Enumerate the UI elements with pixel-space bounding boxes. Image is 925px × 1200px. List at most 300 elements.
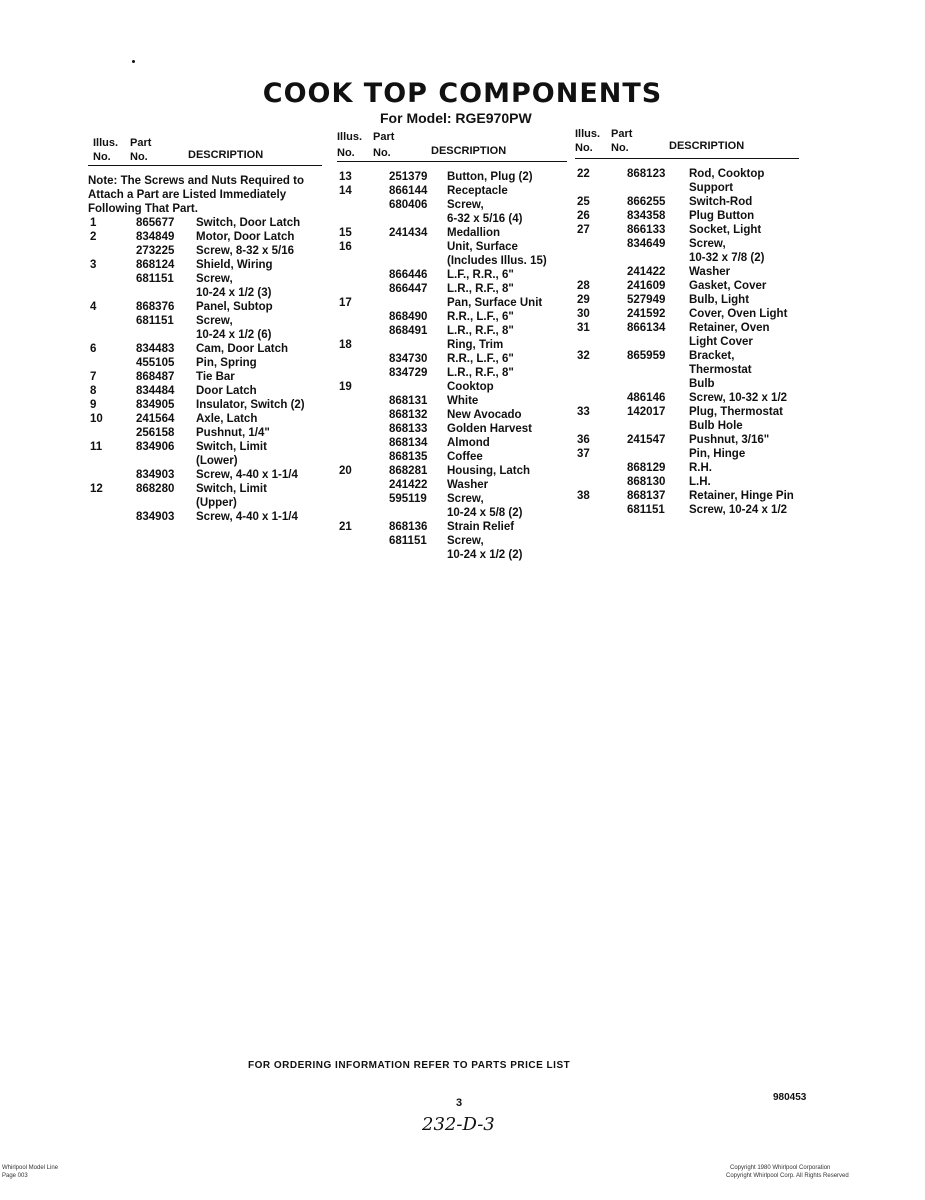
illus-number: 30 <box>577 308 590 320</box>
part-row <box>88 384 322 398</box>
part-row <box>575 307 799 321</box>
description-line: Screw, <box>196 273 233 285</box>
part-row <box>337 394 567 408</box>
description-line: 10-24 x 1/2 (6) <box>196 329 272 341</box>
part-row <box>575 167 799 195</box>
description-line: Receptacle <box>447 185 508 197</box>
part-number: 486146 <box>627 392 666 404</box>
part-number: 273225 <box>136 245 175 257</box>
description-line: Bulb <box>689 378 715 390</box>
part-number: 868123 <box>627 168 666 180</box>
part-description <box>447 422 567 436</box>
description-line: Screw, <box>447 493 484 505</box>
part-description <box>689 223 799 237</box>
part-row <box>575 349 799 391</box>
description-line: Pin, Spring <box>196 357 257 369</box>
header-part: Part <box>373 131 395 143</box>
part-number: 866446 <box>389 269 428 281</box>
part-description <box>447 380 567 394</box>
part-description <box>447 310 567 324</box>
description-line: Axle, Latch <box>196 413 258 425</box>
part-number: 681151 <box>136 273 174 285</box>
part-row <box>575 433 799 447</box>
part-number: 680406 <box>389 199 428 211</box>
header-description: DESCRIPTION <box>188 149 264 161</box>
document-number: 980453 <box>773 1092 807 1103</box>
description-line: 10-24 x 1/2 (2) <box>447 549 523 561</box>
illus-number: 37 <box>577 448 590 460</box>
part-row <box>575 321 799 349</box>
illus-number: 15 <box>339 227 352 239</box>
part-number: 868131 <box>389 395 428 407</box>
part-number: 834729 <box>389 367 428 379</box>
description-line: L.R., R.F., 8" <box>447 283 514 295</box>
description-line: 10-24 x 5/8 (2) <box>447 507 523 519</box>
part-number: 868129 <box>627 462 666 474</box>
part-description <box>447 170 567 184</box>
part-number: 866144 <box>389 185 428 197</box>
part-description <box>196 272 322 300</box>
description-line: Button, Plug (2) <box>447 171 533 183</box>
description-line: Thermostat <box>689 364 752 376</box>
description-line: Motor, Door Latch <box>196 231 295 243</box>
part-row <box>337 352 567 366</box>
part-description <box>196 314 322 342</box>
part-description <box>196 468 322 482</box>
part-description <box>447 394 567 408</box>
part-number: 834903 <box>136 511 175 523</box>
part-row <box>575 391 799 405</box>
part-row <box>337 436 567 450</box>
illus-number: 17 <box>339 297 352 309</box>
column-header <box>575 128 799 159</box>
part-number: 868130 <box>627 476 666 488</box>
description-line: Retainer, Oven <box>689 322 770 334</box>
part-description <box>689 461 799 475</box>
part-number: 142017 <box>627 406 666 418</box>
description-line: Light Cover <box>689 336 753 348</box>
part-row <box>575 223 799 237</box>
description-line: White <box>447 395 479 407</box>
part-row <box>88 426 322 440</box>
part-row <box>337 492 567 520</box>
description-line: New Avocado <box>447 409 522 421</box>
header-illus: Illus. <box>93 137 119 149</box>
part-number: 866447 <box>389 283 428 295</box>
part-number: 865677 <box>136 217 175 229</box>
part-description <box>447 268 567 282</box>
illus-number: 32 <box>577 350 590 362</box>
description-line: Almond <box>447 437 490 449</box>
part-row <box>337 366 567 380</box>
description-line: Switch, Limit <box>196 441 267 453</box>
parts-list <box>88 216 322 524</box>
header-description: DESCRIPTION <box>431 145 507 157</box>
illus-number: 18 <box>339 339 352 351</box>
part-number: 527949 <box>627 294 666 306</box>
part-row <box>337 240 567 268</box>
part-description <box>447 464 567 478</box>
part-row <box>337 534 567 562</box>
part-number: 455105 <box>136 357 175 369</box>
part-number: 595119 <box>389 493 427 505</box>
part-description <box>447 282 567 296</box>
part-number: 868281 <box>389 465 428 477</box>
description-line: Bulb Hole <box>689 420 743 432</box>
part-number: 256158 <box>136 427 175 439</box>
part-number: 834358 <box>627 210 666 222</box>
illus-number: 12 <box>90 483 103 495</box>
part-description <box>447 492 567 520</box>
part-description <box>196 342 322 356</box>
header-part-no: No. <box>611 142 629 154</box>
part-row <box>88 482 322 510</box>
description-line: Gasket, Cover <box>689 280 767 292</box>
description-line: Screw, 8-32 x 5/16 <box>196 245 295 257</box>
footer-small-left-1: Whirlpool Model Line <box>2 1165 59 1171</box>
description-line: Bulb, Light <box>689 294 750 306</box>
column-header <box>88 135 322 166</box>
part-row <box>88 440 322 468</box>
part-number: 834483 <box>136 343 175 355</box>
description-line: Switch, Limit <box>196 483 267 495</box>
part-description <box>689 489 799 503</box>
part-description <box>447 198 567 226</box>
part-description <box>196 398 322 412</box>
description-line: Tie Bar <box>196 371 235 383</box>
column-header <box>337 131 567 162</box>
description-line: Washer <box>689 266 731 278</box>
part-description <box>689 209 799 223</box>
part-description <box>196 482 322 510</box>
description-line: Door Latch <box>196 385 257 397</box>
part-row <box>575 209 799 223</box>
note-line: Note: The Screws and Nuts Required to <box>88 175 304 187</box>
part-number: 866133 <box>627 224 666 236</box>
part-row <box>88 370 322 384</box>
part-row <box>575 475 799 489</box>
part-row <box>337 268 567 282</box>
part-number: 868490 <box>389 311 428 323</box>
part-number: 868137 <box>627 490 666 502</box>
part-row <box>575 503 799 517</box>
illus-number: 6 <box>90 343 97 355</box>
description-line: Screw, 10-32 x 1/2 <box>689 392 788 404</box>
part-row <box>88 510 322 524</box>
illus-number: 38 <box>577 490 590 502</box>
part-row <box>575 279 799 293</box>
description-line: R.R., L.F., 6" <box>447 353 514 365</box>
part-number: 868487 <box>136 371 175 383</box>
part-number: 866134 <box>627 322 666 334</box>
part-number: 241434 <box>389 227 428 239</box>
illus-number: 22 <box>577 168 590 180</box>
part-description <box>447 520 567 534</box>
part-row <box>88 216 322 230</box>
description-line: Plug Button <box>689 210 755 222</box>
description-line: Screw, 4-40 x 1-1/4 <box>196 511 298 523</box>
parts-column-2 <box>337 131 567 562</box>
description-line: Cover, Oven Light <box>689 308 788 320</box>
description-line: Coffee <box>447 451 483 463</box>
part-number: 834649 <box>627 238 666 250</box>
illus-number: 27 <box>577 224 590 236</box>
part-description <box>689 279 799 293</box>
part-description <box>196 384 322 398</box>
description-line: L.F., R.R., 6" <box>447 269 514 281</box>
part-number: 834903 <box>136 469 175 481</box>
description-line: Screw, <box>447 535 484 547</box>
illus-number: 36 <box>577 434 590 446</box>
illus-number: 11 <box>90 441 103 453</box>
description-line: L.R., R.F., 8" <box>447 367 514 379</box>
description-line: Screw, <box>689 238 726 250</box>
part-row <box>337 310 567 324</box>
header-part: Part <box>130 137 152 149</box>
description-line: Housing, Latch <box>447 465 531 477</box>
part-number: 251379 <box>389 171 428 183</box>
part-number: 834730 <box>389 353 428 365</box>
part-description <box>689 321 799 349</box>
part-number: 868124 <box>136 259 175 271</box>
description-line: Medallion <box>447 227 501 239</box>
illus-number: 10 <box>90 413 103 425</box>
part-description <box>689 167 799 195</box>
header-illus-no: No. <box>575 142 593 154</box>
note-line: Attach a Part are Listed Immediately <box>88 189 287 201</box>
footer-small-right-2: Copyright Whirlpool Corp. All Rights Reserved <box>726 1173 849 1179</box>
part-description <box>447 324 567 338</box>
description-line: Unit, Surface <box>447 241 518 253</box>
part-number: 681151 <box>389 535 427 547</box>
handwritten-note: 232-D-3 <box>422 1114 495 1135</box>
illus-number: 4 <box>90 301 97 313</box>
description-line: Support <box>689 182 734 194</box>
description-line: L.H. <box>689 476 711 488</box>
description-line: Golden Harvest <box>447 423 532 435</box>
description-line: Retainer, Hinge Pin <box>689 490 794 502</box>
description-line: Plug, Thermostat <box>689 406 783 418</box>
part-row <box>88 300 322 314</box>
part-row <box>337 520 567 534</box>
part-row <box>575 237 799 265</box>
illus-number: 9 <box>90 399 97 411</box>
header-illus-no: No. <box>337 147 355 159</box>
part-row <box>337 478 567 492</box>
part-number: 868135 <box>389 451 428 463</box>
description-line: Screw, <box>447 199 484 211</box>
part-description <box>689 475 799 489</box>
part-description <box>447 408 567 422</box>
header-illus-no: No. <box>93 151 111 163</box>
part-row <box>337 408 567 422</box>
part-description <box>196 356 322 370</box>
part-description <box>689 391 799 405</box>
part-row <box>88 342 322 356</box>
part-description <box>447 338 567 352</box>
illus-number: 19 <box>339 381 352 393</box>
part-row <box>337 324 567 338</box>
illus-number: 14 <box>339 185 352 197</box>
part-description <box>196 216 322 230</box>
part-row <box>88 258 322 272</box>
header-part: Part <box>611 128 633 140</box>
part-row <box>575 195 799 209</box>
part-number: 241547 <box>627 434 666 446</box>
part-description <box>196 426 322 440</box>
part-row <box>337 170 567 184</box>
description-line: Shield, Wiring <box>196 259 273 271</box>
part-row <box>337 464 567 478</box>
parts-column-1 <box>88 135 322 524</box>
description-line: Panel, Subtop <box>196 301 273 313</box>
page-number: 3 <box>456 1097 463 1109</box>
description-line: Rod, Cooktop <box>689 168 765 180</box>
description-line: Pan, Surface Unit <box>447 297 543 309</box>
header-illus: Illus. <box>575 128 601 140</box>
part-row <box>88 244 322 258</box>
part-row <box>337 450 567 464</box>
part-description <box>447 352 567 366</box>
illus-number: 1 <box>90 217 97 229</box>
part-row <box>575 489 799 503</box>
part-description <box>447 450 567 464</box>
header-part-no: No. <box>373 147 391 159</box>
part-description <box>196 510 322 524</box>
part-row <box>575 265 799 279</box>
description-line: Cooktop <box>447 381 494 393</box>
part-description <box>689 237 799 265</box>
illus-number: 8 <box>90 385 97 397</box>
description-line: Socket, Light <box>689 224 762 236</box>
description-line: Pushnut, 1/4" <box>196 427 270 439</box>
part-row <box>575 447 799 461</box>
part-description <box>196 230 322 244</box>
description-line: Ring, Trim <box>447 339 504 351</box>
part-row <box>337 338 567 352</box>
illus-number: 29 <box>577 294 590 306</box>
part-description <box>689 433 799 447</box>
description-line: Bracket, <box>689 350 735 362</box>
part-description <box>689 307 799 321</box>
part-row <box>575 405 799 433</box>
description-line: 10-24 x 1/2 (3) <box>196 287 272 299</box>
illus-number: 25 <box>577 196 590 208</box>
part-number: 834849 <box>136 231 175 243</box>
part-description <box>447 226 567 240</box>
illus-number: 33 <box>577 406 590 418</box>
part-row <box>575 461 799 475</box>
part-description <box>196 258 322 272</box>
illus-number: 21 <box>339 521 352 533</box>
part-description <box>689 405 799 433</box>
part-row <box>88 412 322 426</box>
header-illus: Illus. <box>337 131 363 143</box>
ordering-info: FOR ORDERING INFORMATION REFER TO PARTS PRICE LIST <box>248 1060 571 1071</box>
part-description <box>196 370 322 384</box>
part-row <box>88 314 322 342</box>
page-title: COOK TOP COMPONENTS <box>262 78 663 109</box>
header-description: DESCRIPTION <box>669 140 745 152</box>
part-number: 241564 <box>136 413 175 425</box>
part-description <box>689 349 799 391</box>
description-line: Screw, 4-40 x 1-1/4 <box>196 469 298 481</box>
part-number: 868133 <box>389 423 428 435</box>
description-line: Washer <box>447 479 489 491</box>
parts-list <box>575 167 799 517</box>
description-line: (Includes Illus. 15) <box>447 255 547 267</box>
part-description <box>447 366 567 380</box>
part-description <box>447 534 567 562</box>
header-part-no: No. <box>130 151 148 163</box>
illus-number: 28 <box>577 280 590 292</box>
part-description <box>447 296 567 310</box>
part-row <box>337 282 567 296</box>
part-number: 834484 <box>136 385 175 397</box>
description-line: Strain Relief <box>447 521 515 533</box>
part-number: 834906 <box>136 441 175 453</box>
part-description <box>447 478 567 492</box>
part-number: 868132 <box>389 409 428 421</box>
description-line: R.R., L.F., 6" <box>447 311 514 323</box>
description-line: Pin, Hinge <box>689 448 746 460</box>
screws-note <box>88 174 322 216</box>
illus-number: 3 <box>90 259 97 271</box>
illus-number: 16 <box>339 241 352 253</box>
description-line: Switch-Rod <box>689 196 753 208</box>
illus-number: 20 <box>339 465 352 477</box>
part-row <box>88 398 322 412</box>
part-description <box>196 244 322 258</box>
illus-number: 26 <box>577 210 590 222</box>
part-description <box>689 447 799 461</box>
part-description <box>689 503 799 517</box>
part-number: 868376 <box>136 301 175 313</box>
part-number: 834905 <box>136 399 175 411</box>
model-subtitle: For Model: RGE970PW <box>380 110 532 126</box>
illus-number: 7 <box>90 371 97 383</box>
part-row <box>337 184 567 198</box>
footer-small-left-2: Page 003 <box>2 1173 28 1179</box>
part-description <box>196 440 322 468</box>
description-line: R.H. <box>689 462 712 474</box>
part-description <box>689 265 799 279</box>
part-row <box>575 293 799 307</box>
part-row <box>337 296 567 310</box>
description-line: 6-32 x 5/16 (4) <box>447 213 523 225</box>
illus-number: 31 <box>577 322 590 334</box>
part-number: 868134 <box>389 437 428 449</box>
part-number: 241422 <box>389 479 428 491</box>
part-number: 241592 <box>627 308 666 320</box>
parts-column-3 <box>575 128 799 517</box>
part-number: 241422 <box>627 266 666 278</box>
part-number: 866255 <box>627 196 666 208</box>
description-line: L.R., R.F., 8" <box>447 325 514 337</box>
description-line: Pushnut, 3/16" <box>689 434 770 446</box>
part-number: 868280 <box>136 483 175 495</box>
part-description <box>196 300 322 314</box>
speck-dot <box>132 60 135 63</box>
part-number: 868136 <box>389 521 428 533</box>
part-number: 241609 <box>627 280 666 292</box>
description-line: (Upper) <box>196 497 237 509</box>
part-row <box>337 422 567 436</box>
description-line: Screw, <box>196 315 233 327</box>
part-number: 681151 <box>627 504 665 516</box>
part-description <box>689 195 799 209</box>
part-row <box>88 468 322 482</box>
